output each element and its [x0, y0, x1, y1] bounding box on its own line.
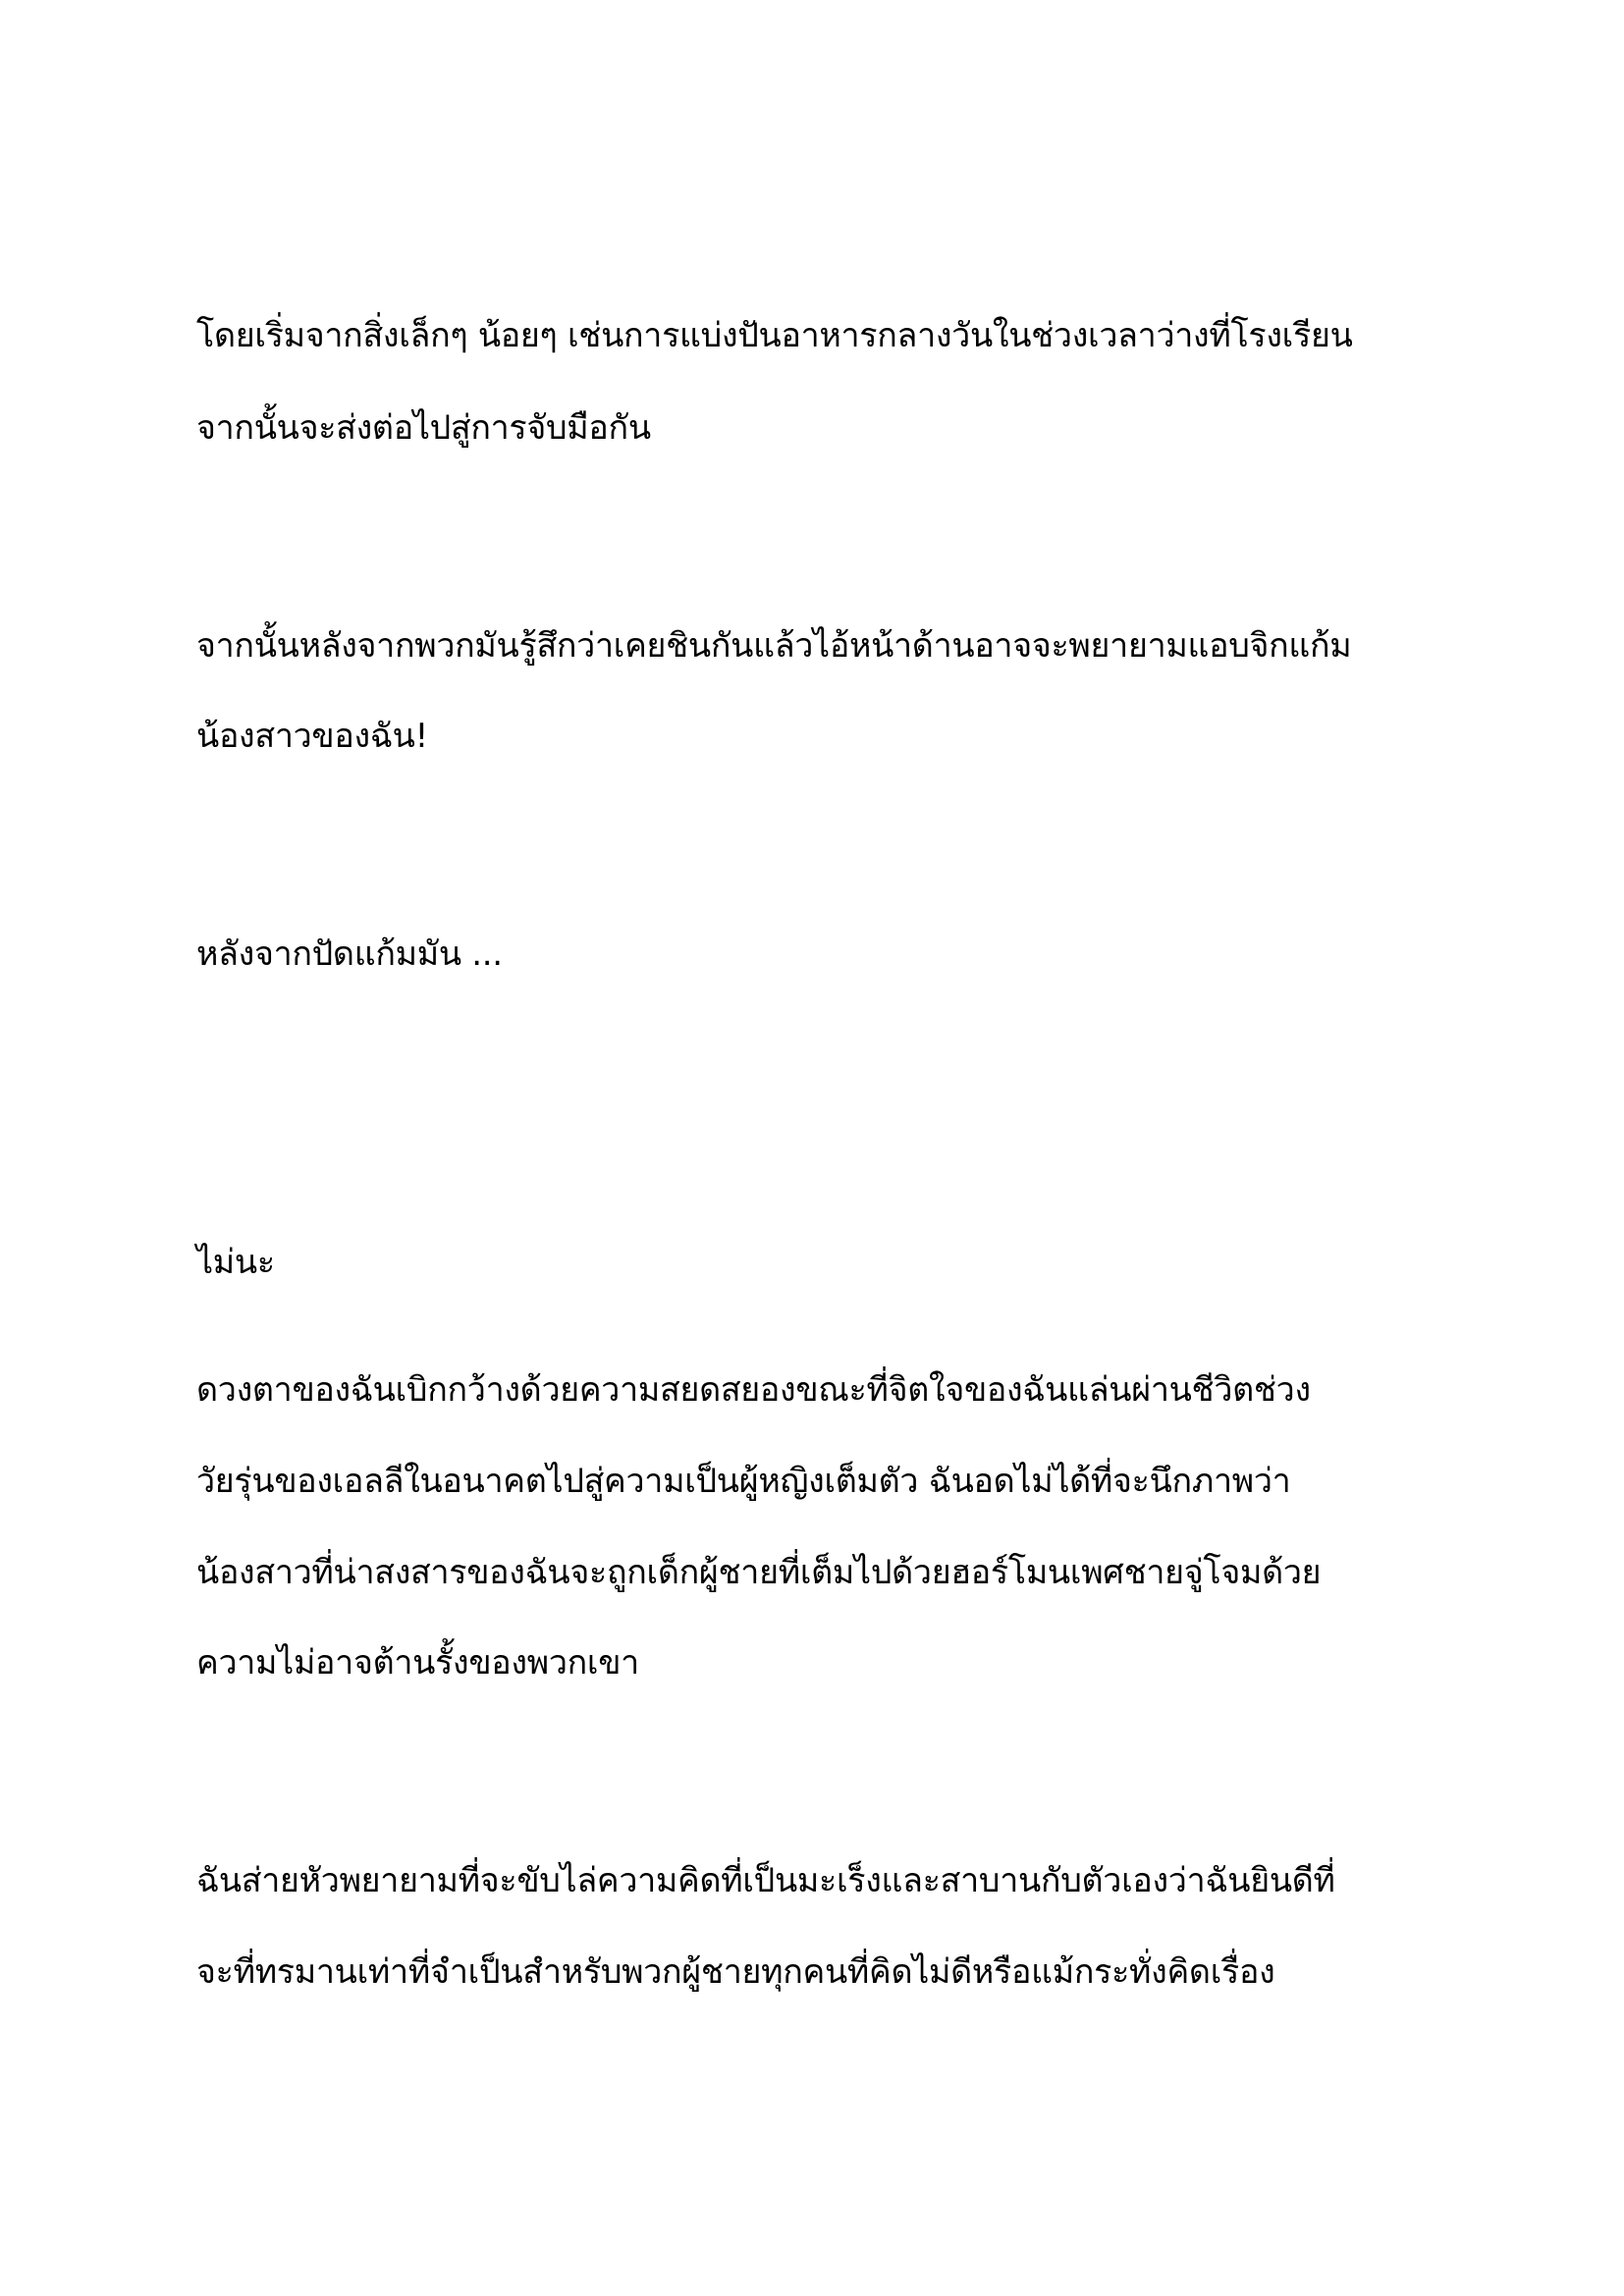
paragraph-2-line-1: จากนั้นหลังจากพวกมันรู้สึกว่าเคยชินกันแล้วไอ้หน้าด้านอาจจะพยายามแอบจิกแก้ม: [196, 626, 1352, 666]
paragraph-6-line-1: ฉันส่ายหัวพยายามที่จะขับไล่ความคิดที่เป็นมะเร็งและสาบานกับตัวเองว่าฉันยินดีที่: [196, 1861, 1335, 1900]
paragraph-2-line-2: น้องสาวของฉัน!: [196, 717, 428, 756]
paragraph-6-line-2: จะที่ทรมานเท่าที่จำเป็นสำหรับพวกผู้ชายทุกคนที่คิดไม่ดีหรือแม้กระทั่งคิดเรื่อง: [196, 1952, 1275, 1992]
paragraph-5-line-3: น้องสาวที่น่าสงสารของฉันจะถูกเด็กผู้ชายที่เต็มไปด้วยฮอร์โมนเพศชายจู่โจมด้วย: [196, 1553, 1322, 1592]
paragraph-1-line-1: โดยเริ่มจากสิ่งเล็กๆ น้อยๆ เช่นการแบ่งปันอาหารกลางวันในช่วงเวลาว่างที่โรงเรียน: [196, 316, 1353, 355]
paragraph-3-line-1: หลังจากปัดแก้มมัน ...: [196, 934, 503, 974]
paragraph-1-line-2: จากนั้นจะส่งต่อไปสู่การจับมือกัน: [196, 408, 651, 448]
paragraph-5-line-2: วัยรุ่นของเอลลีในอนาคตไปสู่ความเป็นผู้หญิงเต็มตัว ฉันอดไม่ได้ที่จะนึกภาพว่า: [196, 1462, 1291, 1501]
paragraph-4-line-1: ไม่นะ: [196, 1243, 275, 1282]
paragraph-5-line-4: ความไม่อาจต้านรั้งของพวกเขา: [196, 1643, 639, 1682]
paragraph-5-line-1: ดวงตาของฉันเบิกกว้างด้วยความสยดสยองขณะที่จิตใจของฉันแล่นผ่านชีวิตช่วง: [196, 1370, 1311, 1410]
